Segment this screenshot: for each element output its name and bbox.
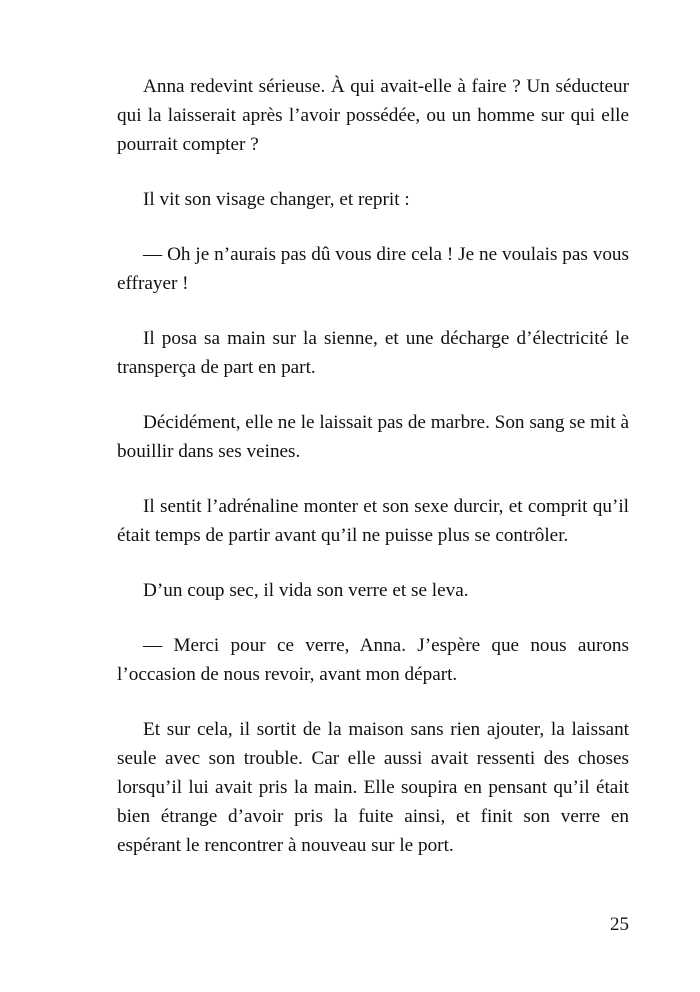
paragraph: Et sur cela, il sortit de la maison sans rien ajouter, la laissant seule avec son trouble. Car elle aussi avait ressenti des choses lorsqu’il lui avait pris la main. Elle soupira en pensant qu’il était bien étrange d’avoir pris la fuite ainsi, et finit son verre en espérant le rencontrer à nouveau sur le port. — [117, 719, 629, 856]
paragraph: — Oh je n’aurais pas dû vous dire cela ! Je ne voulais pas vous effrayer ! — [117, 244, 629, 294]
paragraph: Il posa sa main sur la sienne, et une décharge d’électricité le transperça de part en part. — [117, 328, 629, 378]
paragraph: Décidément, elle ne le laissait pas de marbre. Son sang se mit à bouillir dans ses veines. — [117, 412, 629, 462]
paragraph: Il sentit l’adrénaline monter et son sexe durcir, et comprit qu’il était temps de partir avant qu’il ne puisse plus se contrôler. — [117, 496, 629, 546]
body-text — [117, 72, 629, 886]
paragraph: Il vit son visage changer, et reprit : — [143, 189, 410, 210]
paragraph: Anna redevint sérieuse. À qui avait-elle à faire ? Un séducteur qui la laisserait après l’avoir possédée, ou un homme sur qui elle pourrait compter ? — [117, 76, 629, 155]
paragraph: D’un coup sec, il vida son verre et se leva. — [143, 580, 469, 601]
page-number: 25 — [610, 914, 629, 935]
paragraph: — Merci pour ce verre, Anna. J’espère que nous aurons l’occasion de nous revoir, avant mon départ. — [117, 635, 629, 685]
